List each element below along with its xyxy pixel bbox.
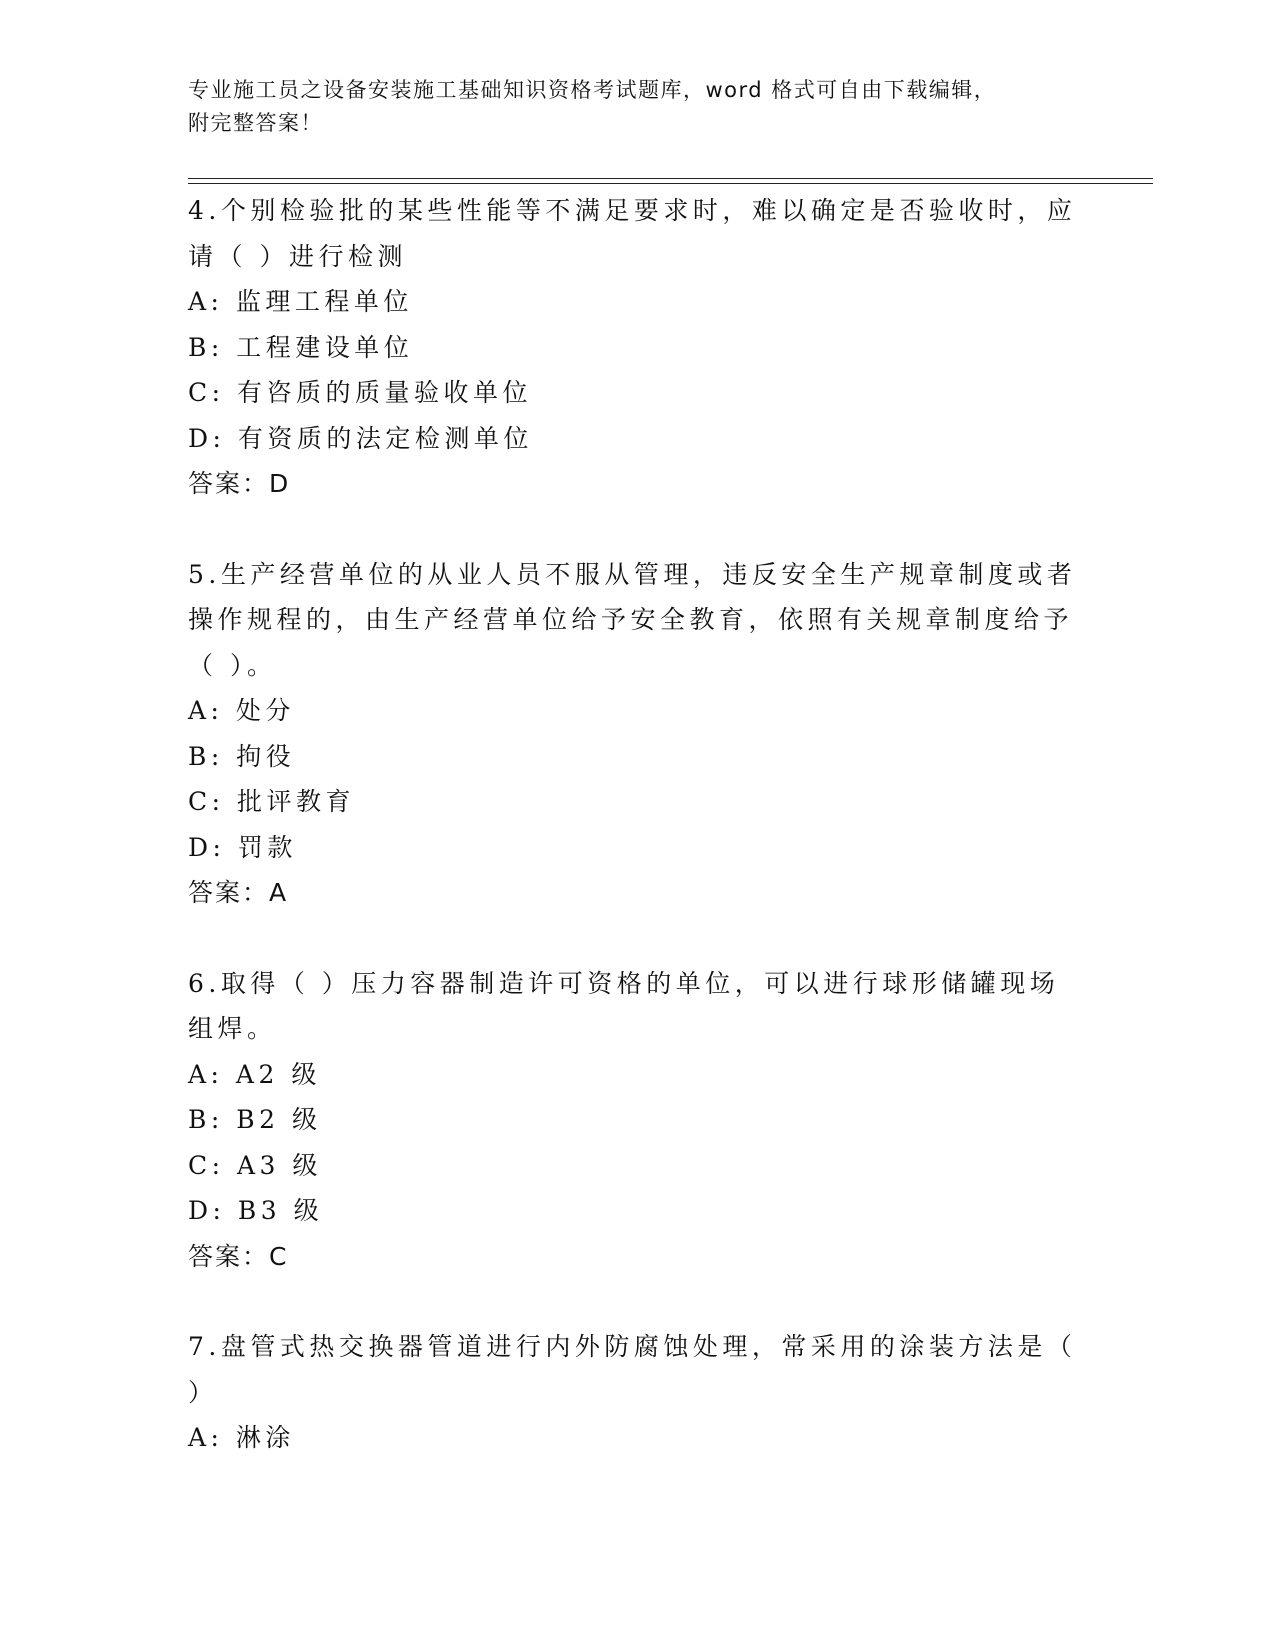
option-c: C: 批评教育 [188, 787, 355, 816]
header-line-2: 附完整答案！ [188, 111, 323, 135]
question-list [188, 188, 1088, 1461]
question-7 [188, 1324, 1088, 1461]
question-4 [188, 188, 1088, 507]
option-a: A: 监理工程单位 [188, 287, 413, 316]
option-d: D: 罚款 [188, 832, 297, 862]
question-stem: 4.个别检验批的某些性能等不满足要求时，难以确定是否验收时，应请（ ）进行检测 [188, 196, 1077, 271]
option-a: A: A2 级 [188, 1059, 321, 1089]
option-a: A: 淋涂 [188, 1423, 295, 1452]
document-header [188, 74, 1068, 140]
answer: 答案：D [188, 469, 291, 498]
question-stem: 6.取得（ ）压力容器制造许可资格的单位，可以进行球形储罐现场组焊。 [188, 968, 1060, 1043]
option-b: B: 拘役 [188, 741, 296, 771]
header-rule-top [188, 178, 1153, 179]
option-a: A: 处分 [188, 696, 295, 725]
answer: 答案：A [188, 878, 289, 907]
option-c: C: A3 级 [188, 1150, 322, 1180]
question-stem: 7.盘管式热交换器管道进行内外防腐蚀处理，常采用的涂装方法是（ ） [188, 1332, 1077, 1407]
answer: 答案：C [188, 1241, 289, 1271]
option-c: C: 有咨质的质量验收单位 [188, 378, 532, 407]
spacer [188, 916, 1088, 961]
question-5 [188, 552, 1088, 916]
question-stem: 5.生产经营单位的从业人员不服从管理，违反安全生产规章制度或者操作规程的，由生产经营单位给予安全教育，依照有关规章制度给予（ ）。 [188, 559, 1077, 680]
spacer [188, 507, 1088, 552]
header-rule-bottom [188, 183, 1153, 184]
option-b: B: 工程建设单位 [188, 332, 414, 362]
header-line-1: 专业施工员之设备安装施工基础知识资格考试题库，word 格式可自由下载编辑， [188, 78, 997, 102]
option-b: B: B2 级 [188, 1105, 322, 1134]
option-d: D: 有资质的法定检测单位 [188, 423, 533, 453]
spacer [188, 1279, 1088, 1324]
option-d: D: B3 级 [188, 1196, 324, 1225]
question-6 [188, 961, 1088, 1280]
